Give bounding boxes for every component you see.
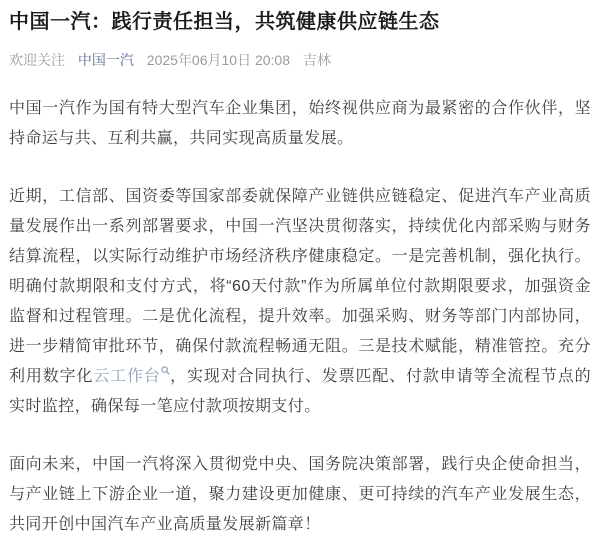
article-meta xyxy=(9,52,591,68)
publish-location: 吉林 xyxy=(302,52,331,68)
follow-label: 欢迎关注 xyxy=(9,52,65,68)
search-icon xyxy=(161,366,170,375)
article-title: 中国一汽：践行责任担当，共筑健康供应链生态 xyxy=(9,11,440,33)
search-term-text: 云工作台 xyxy=(93,368,161,385)
paragraph-measures-text-after: ，实现对合同执行、发票匹配、付款申请等全流程节点的实时监控，确保每一笔应付款项按期支付。 xyxy=(9,368,591,415)
account-name-link[interactable]: 中国一汽 xyxy=(77,52,134,68)
paragraph-measures xyxy=(9,182,591,422)
paragraph-intro: 中国一汽作为国有特大型汽车企业集团，始终视供应商为最紧密的合作伙伴，坚持命运与共、互利共赢，共同实现高质量发展。 xyxy=(9,100,591,147)
paragraph-outlook: 面向未来，中国一汽将深入贯彻党中央、国务院决策部署，践行央企使命担当，与产业链上下游企业一道，聚力建设更加健康、更可持续的汽车产业发展生态，共同开创中国汽车产业高质量发展新篇章！ xyxy=(9,456,591,533)
search-term-link[interactable] xyxy=(93,368,169,385)
publish-time: 2025年06月10日 20:08 xyxy=(146,52,290,68)
paragraph-measures-text-before: 近期，工信部、国资委等国家部委就保障产业链供应链稳定、促进汽车产业高质量发展作出一系列部署要求，中国一汽坚决贯彻落实，持续优化内部采购与财务结算流程，以实际行动维护市场经济秩序健康稳定。一是完善机制，强化执行。明确付款期限和支付方式，将“60天付款”作为所属单位付款期限要求，加强资金监督和过程管理。二是优化流程，提升效率。加强采购、财务等部门内部协同，进一步精简审批环节，确保付款流程畅通无阻。三是技术赋能，精准管控。充分利用数字化 xyxy=(9,188,591,385)
